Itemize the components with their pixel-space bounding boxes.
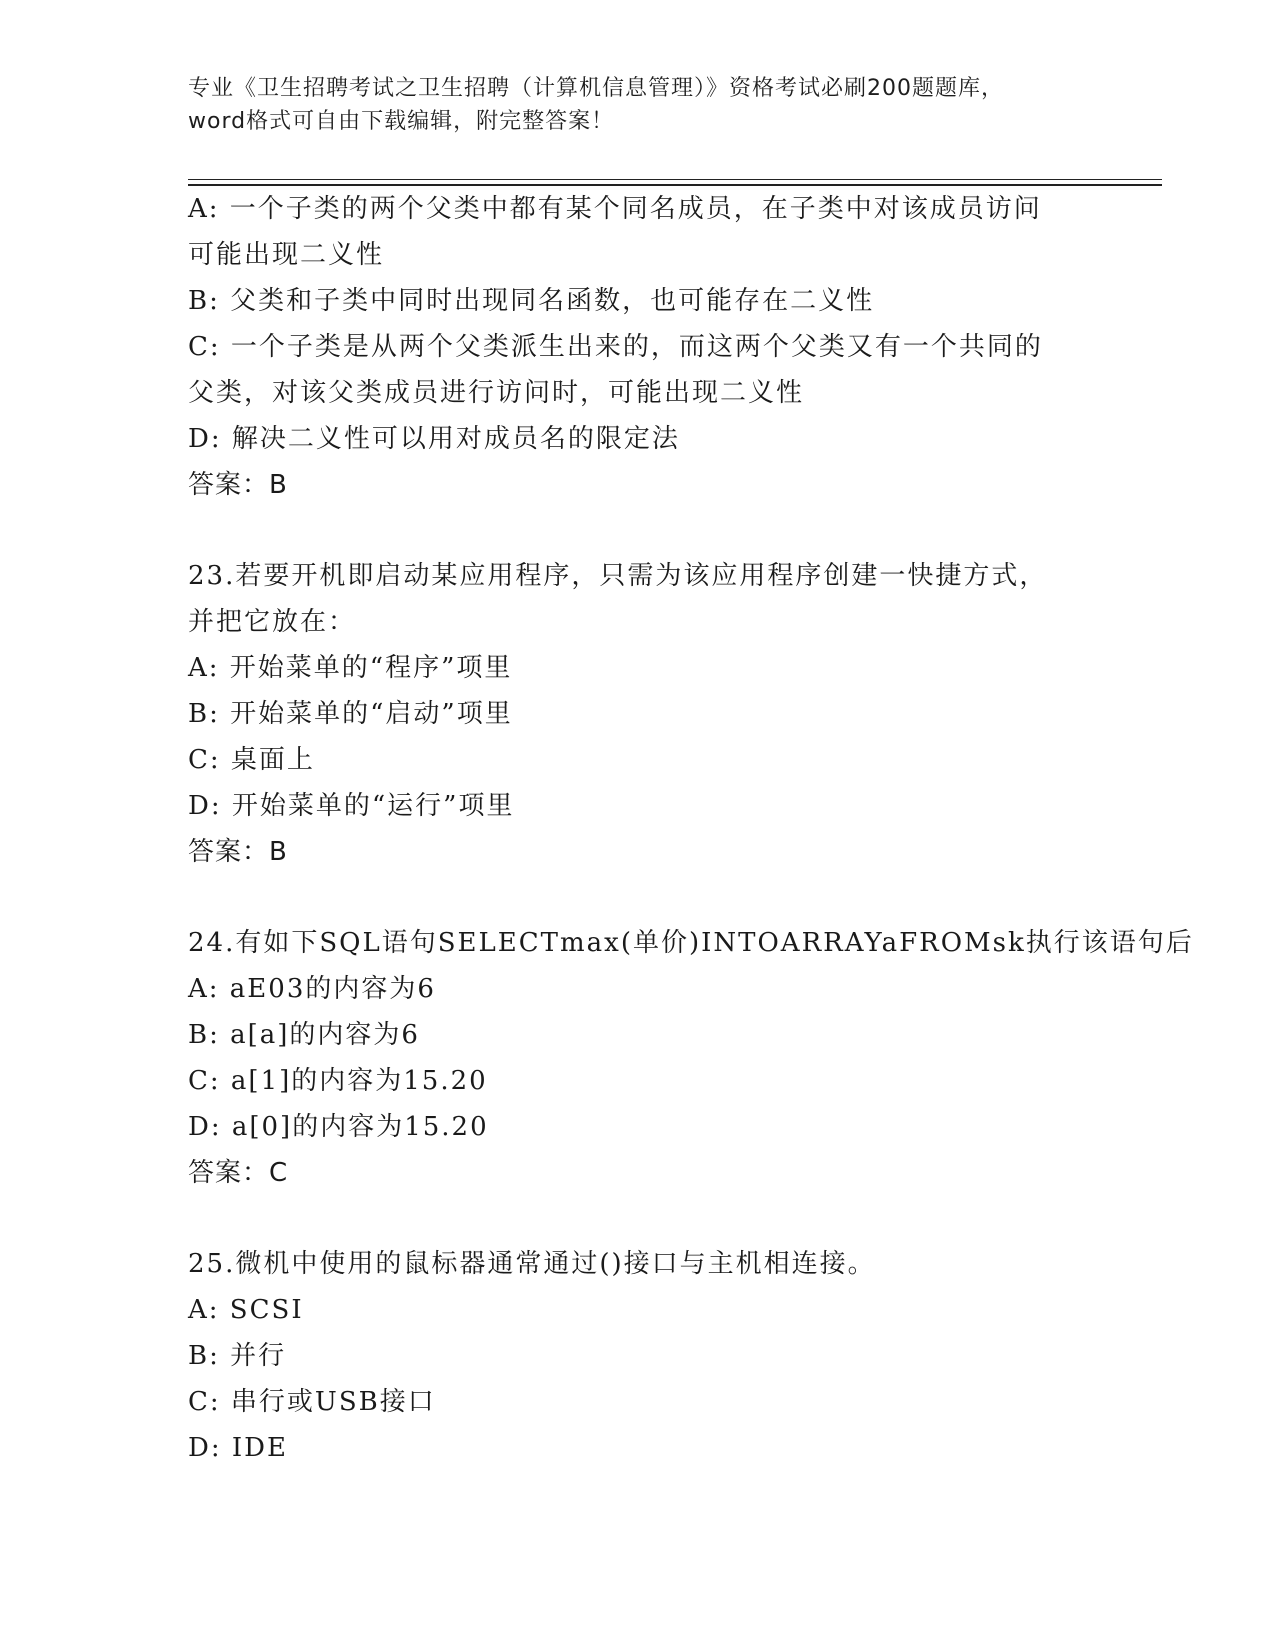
section-spacer [188, 1196, 1088, 1241]
option-c-line-1: C: 一个子类是从两个父类派生出来的，而这两个父类又有一个共同的 [188, 332, 1043, 362]
section-spacer [188, 875, 1088, 920]
answer: 答案：C [188, 1158, 289, 1188]
option-d: D: IDE [188, 1433, 288, 1463]
question-content [188, 186, 1194, 1471]
option-d: D: 解决二义性可以用对成员名的限定法 [188, 424, 680, 454]
header-title-line-2: word格式可自由下载编辑，附完整答案！ [188, 109, 615, 134]
question-stem-line-1: 23.若要开机即启动某应用程序，只需为该应用程序创建一快捷方式， [188, 561, 1048, 591]
answer: 答案：B [188, 837, 288, 867]
answer: 答案：B [188, 470, 288, 500]
question-stem: 24.有如下SQL语句SELECTmax(单价)INTOARRAYaFROMsk执行该语句后 [188, 928, 1194, 958]
header-title-line-1: 专业《卫生招聘考试之卫生招聘（计算机信息管理）》资格考试必刷200题题库， [188, 76, 1004, 101]
question-stem: 25.微机中使用的鼠标器通常通过()接口与主机相连接。 [188, 1249, 876, 1279]
question-block-24 [188, 920, 1194, 1196]
header-divider-thin [188, 179, 1162, 180]
option-c: C: a[1]的内容为15.20 [188, 1066, 488, 1096]
option-b: B: a[a]的内容为6 [188, 1020, 420, 1050]
question-block-23 [188, 553, 1088, 875]
document-header [188, 72, 1088, 138]
question-stem-line-2: 并把它放在： [188, 607, 357, 637]
question-block-25 [188, 1241, 1088, 1471]
option-b: B: 父类和子类中同时出现同名函数，也可能存在二义性 [188, 286, 875, 316]
option-a: A: 开始菜单的“程序”项里 [188, 653, 513, 683]
option-b: B: 开始菜单的“启动”项里 [188, 699, 513, 729]
section-spacer [188, 508, 1088, 553]
option-d: D: 开始菜单的“运行”项里 [188, 791, 515, 821]
option-a-line-2: 可能出现二义性 [188, 240, 385, 270]
option-c: C: 桌面上 [188, 745, 315, 775]
option-c: C: 串行或USB接口 [188, 1387, 436, 1417]
option-d: D: a[0]的内容为15.20 [188, 1112, 489, 1142]
option-a: A: SCSI [188, 1295, 304, 1325]
question-block-22 [188, 186, 1088, 508]
option-a: A: aE03的内容为6 [188, 974, 436, 1004]
option-c-line-2: 父类，对该父类成员进行访问时，可能出现二义性 [188, 378, 805, 408]
option-a-line-1: A: 一个子类的两个父类中都有某个同名成员，在子类中对该成员访问 [188, 194, 1042, 224]
option-b: B: 并行 [188, 1341, 287, 1371]
